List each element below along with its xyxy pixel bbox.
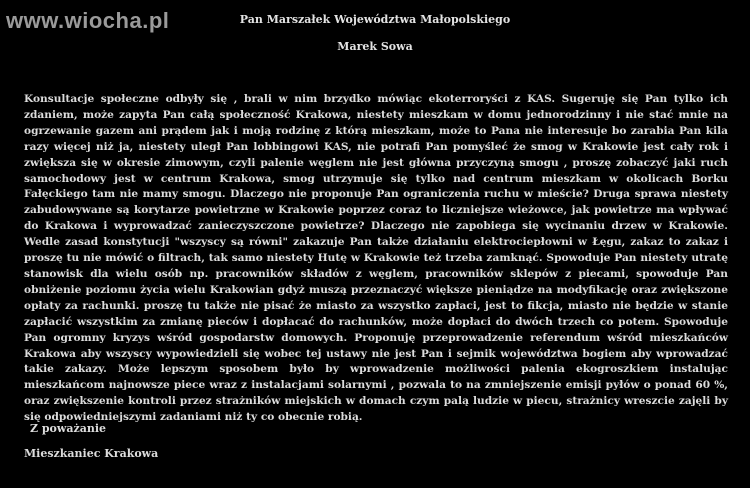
letter-recipient: Pan Marszałek Województwa Małopolskiego bbox=[239, 13, 511, 26]
letter-signature: Mieszkaniec Krakowa bbox=[24, 447, 159, 460]
letter-closing: Z poważanie bbox=[30, 422, 107, 435]
site-watermark: www.wiocha.pl bbox=[6, 8, 170, 33]
recipient-name: Marek Sowa bbox=[337, 40, 413, 53]
letter-body: Konsultacje społeczne odbyły się , brali w nim brzydko mówiąc ekoterroryści z KAS. Sugeruję się Pan tylko ich zdaniem, może zapyta Pan całą społeczność Krakowa, niestety mieszkam w domu jednorodzinny i nie stać mnie na ogrzewanie gazem ani prądem jak i moją rodzinę z którą mieszkam, może to Pana nie interesuje bo zarabia Pan kila razy więcej niż ja, niestety uległ Pan lobbingowi KAS, nie potrafi Pan pomyśleć że smog w Krakowie jest cały rok i zwiększa się w okresie zimowym, czyli palenie węglem nie jest główna przyczyną smogu , proszę zobaczyć jaki ruch samochodowy jest w centrum Krakowa, smog utrzymuje się tylko nad centrum mieszkam w okolicach Borku Fałęckiego tam nie mamy smogu. Dlaczego nie proponuje Pan ograniczenia ruchu w mieście? Druga sprawa niestety zabudowywane są korytarze powietrzne w Krakowie poprzez coraz to liczniejsze wieżowce, jak powietrze ma wpływać do Krakowa i wyprowadzać zanieczyszczone powietrze? Dlaczego nie zapobiega się wycinaniu drzew w Krakowie. Wedle zasad konstytucji "wszyscy są równi" zakazuje Pan także działaniu elektrociepłowni w Łęgu, zakaz to zakaz i proszę tu nie mówić o filtrach, tak samo niestety Hutę w Krakowie też trzeba zamknąć. Spowoduje Pan niestety utratę stanowisk dla wielu osób np. pracowników składów z węglem, pracowników sklepów z piecami, spowoduje Pan obniżenie poziomu życia wielu Krakowian gdyż muszą przeznaczyć większe pieniądze na modyfikację oraz zwiększone opłaty za rachunki. proszę tu także nie pisać że miasto za wszystko zapłaci, jest to fikcja, miasto nie będzie w stanie zapłacić wszystkim za zmianę pieców i dopłacać do rachunków, może dopłaci do dwóch trzech co potem. Spowoduje Pan ogromny kryzys wśród gospodarstw domowych. Proponuję przeprowadzenie referendum wśród mieszkańców Krakowa aby wszyscy wypowiedzieli się wobec tej ustawy nie jest Pan i sejmik województwa bogiem aby wprowadzać takie zakazy. Może lepszym sposobem było by wprowadzenie możliwości palenia ekogroszkiem instalując mieszkańcom najnowsze piece wraz z instalacjami solarnymi , pozwala to na zmniejszenie emisji pyłów o ponad 60 %, oraz zwiększenie kontroli przez strażników miejskich w domach czym palą ludzie w piecu, strażnicy wreszcie zajęli by się odpowiedniejszymi zadaniami niż ty co obecnie robią. bbox=[24, 93, 728, 424]
